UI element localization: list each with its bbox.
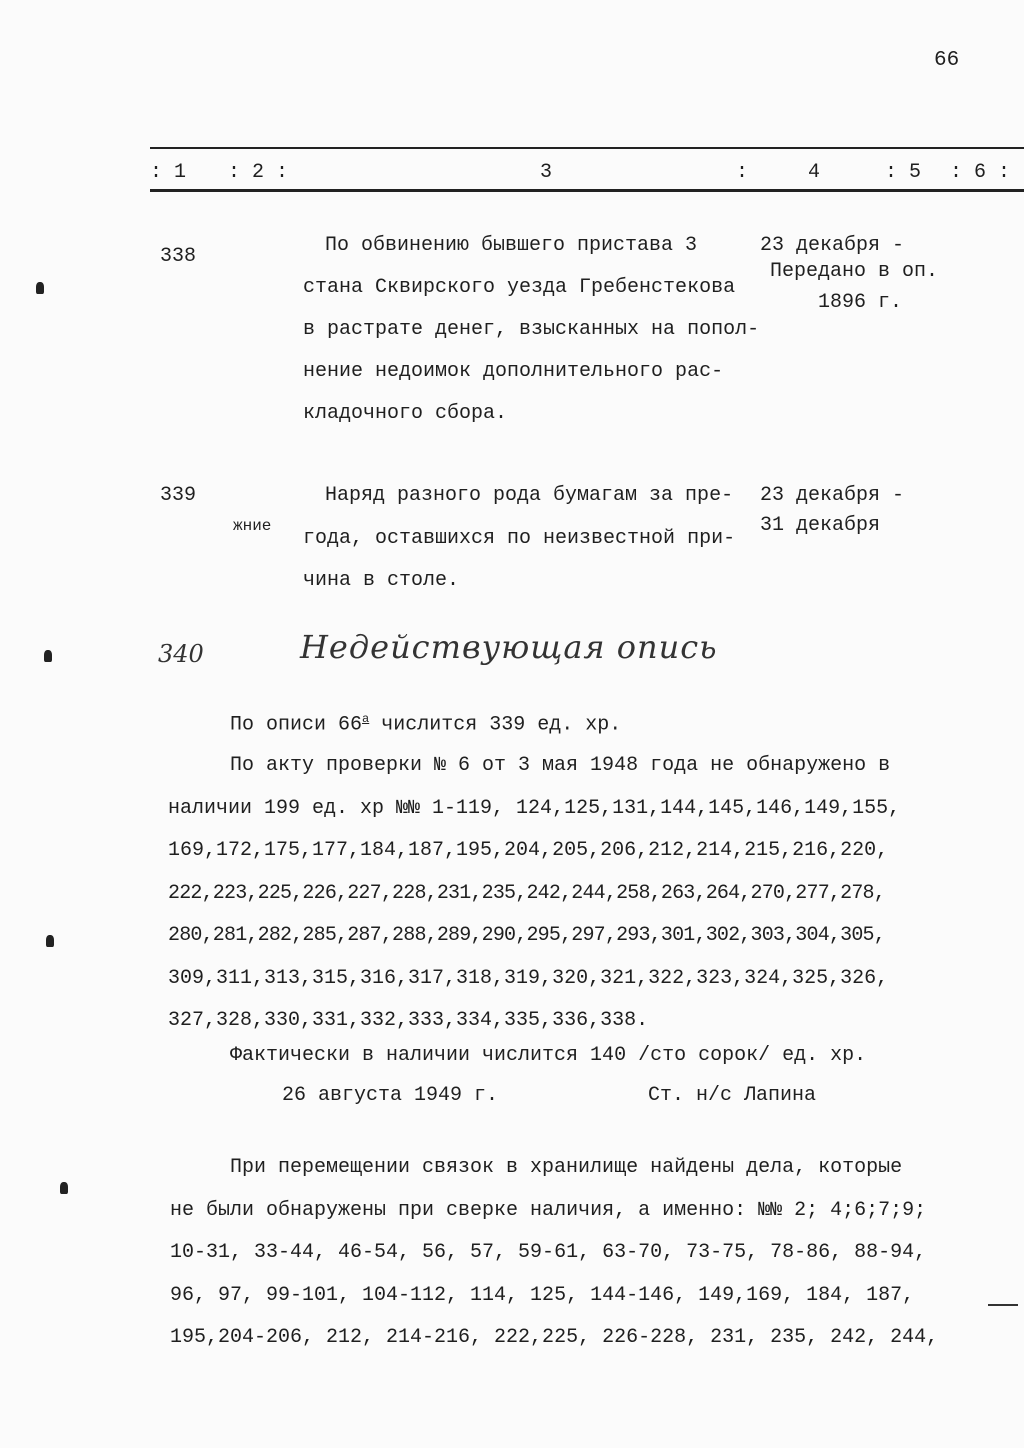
summary-line	[230, 713, 621, 736]
header-col-6: : 6 :	[950, 161, 1011, 184]
entry-text-line: стана Сквирского уезда Гребенстекова	[303, 276, 736, 299]
entry-text-line: года, оставшихся по неизвестной при-	[303, 527, 736, 550]
found-line: 10-31, 33-44, 46-54, 56, 57, 59-61, 63-70, 73-75, 78-86, 88-94,	[170, 1241, 927, 1264]
entry-date-start: 23 декабря -	[760, 234, 905, 257]
entry-note: Передано в оп.	[770, 260, 939, 283]
entry-text-line: чина в столе.	[303, 569, 460, 592]
handwritten-note: Недействующая опись	[300, 628, 718, 666]
binding-mark	[44, 650, 52, 662]
header-col-4: 4	[808, 161, 821, 184]
entry-number: 338	[160, 245, 197, 268]
entry-text-line: Наряд разного рода бумагам за пре-	[325, 484, 734, 507]
entry-number: 340	[158, 640, 204, 668]
found-line: При перемещении связок в хранилище найдены дела, которые	[230, 1156, 903, 1179]
summary-line: По акту проверки № 6 от 3 мая 1948 года не обнаружено в	[230, 754, 891, 777]
binding-mark	[46, 935, 54, 947]
header-col-2: : 2 :	[228, 161, 289, 184]
summary-line: 222,223,225,226,227,228,231,235,242,244,258,263,264,270,277,278,	[168, 882, 885, 905]
header-sep: :	[736, 161, 749, 184]
summary-line: 280,281,282,285,287,288,289,290,295,297,293,301,302,303,304,305,	[168, 924, 885, 947]
entry-text-line: в растрате денег, взысканных на попол-	[303, 318, 760, 341]
found-line: 96, 97, 99-101, 104-112, 114, 125, 144-146, 149,169, 184, 187,	[170, 1284, 915, 1307]
binding-mark	[36, 282, 44, 294]
signature: Ст. н/с Лапина	[648, 1084, 817, 1107]
entry-number: 339	[160, 484, 197, 507]
header-col-3: 3	[540, 161, 553, 184]
summary-line: наличии 199 ед. хр №№ 1-119, 124,125,131,144,145,146,149,155,	[168, 797, 901, 820]
header-col-1: : 1	[150, 161, 187, 184]
found-line: не были обнаружены при сверке наличия, а именно: №№ 2; 4;6;7;9;	[170, 1199, 927, 1222]
entry-date-year: 1896 г.	[818, 291, 903, 314]
entry-date-start: 23 декабря -	[760, 484, 905, 507]
summary-text: числится 339 ед. хр.	[369, 713, 622, 737]
summary-text: По описи 66	[230, 713, 363, 737]
margin-dash	[988, 1304, 1018, 1306]
summary-line: 327,328,330,331,332,333,334,335,336,338.	[168, 1009, 649, 1032]
entry-text-line: По обвинению бывшего пристава 3	[325, 234, 698, 257]
header-col-5: : 5	[885, 161, 922, 184]
binding-mark	[60, 1182, 68, 1194]
page-number: 66	[934, 49, 960, 72]
superscript: а	[362, 712, 370, 726]
entry-text-line: кладочного сбора.	[303, 402, 508, 425]
actual-count: Фактически в наличии числится 140 /сто сорок/ ед. хр.	[230, 1044, 867, 1067]
table-rule-top	[150, 147, 1024, 149]
entry-date-end: 31 декабря	[760, 514, 881, 537]
summary-line: 169,172,175,177,184,187,195,204,205,206,212,214,215,216,220,	[168, 839, 889, 862]
margin-note: жние	[233, 517, 272, 535]
table-rule-bottom	[150, 189, 1024, 192]
entry-text-line: нение недоимок дополнительного рас-	[303, 360, 724, 383]
found-line: 195,204-206, 212, 214-216, 222,225, 226-228, 231, 235, 242, 244,	[170, 1326, 939, 1349]
summary-line: 309,311,313,315,316,317,318,319,320,321,322,323,324,325,326,	[168, 967, 889, 990]
summary-date: 26 августа 1949 г.	[282, 1084, 499, 1107]
